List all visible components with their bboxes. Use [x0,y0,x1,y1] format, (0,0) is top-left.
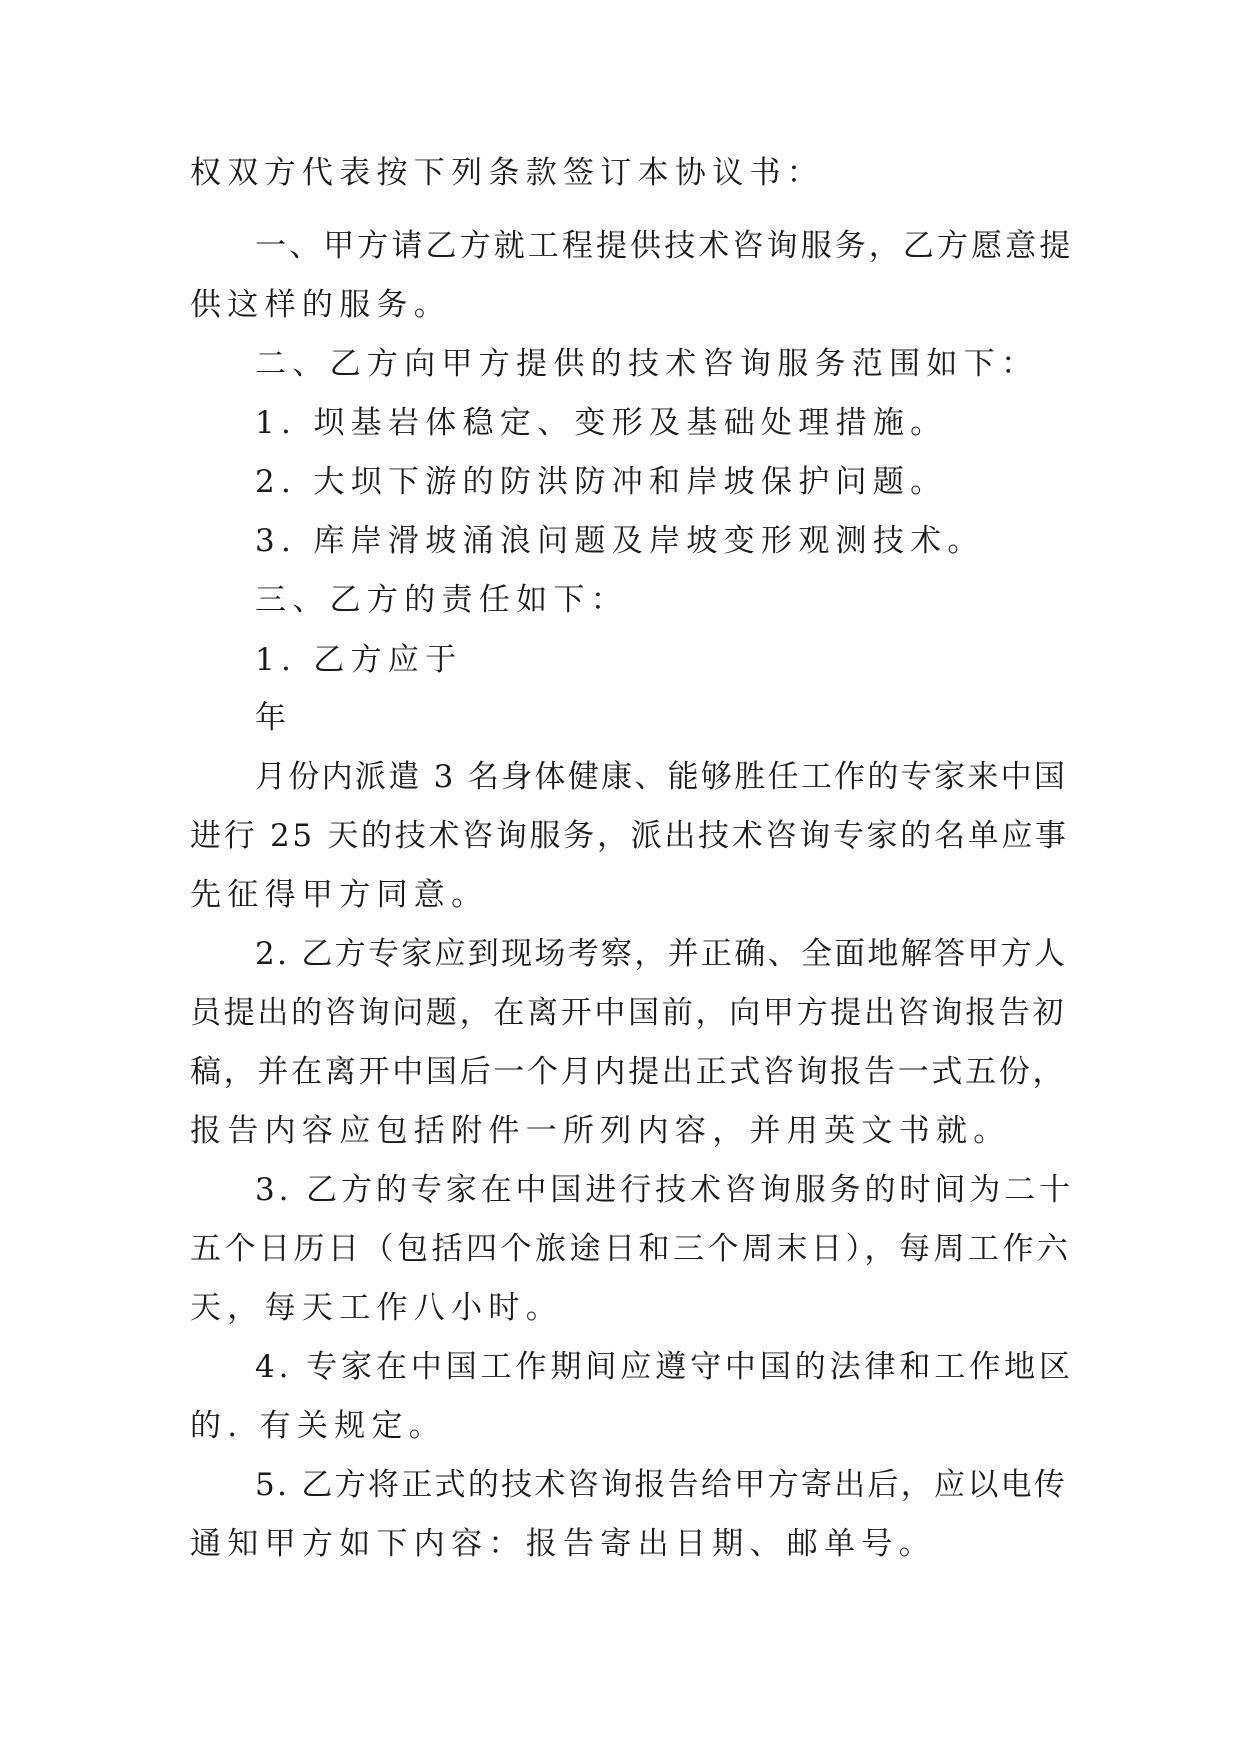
text-line: 3. 库岸滑坡涌浪问题及岸坡变形观测技术。 [255,523,985,559]
text-line: 进行 25 天的技术咨询服务，派出技术咨询专家的名单应事 [190,818,1069,854]
text-line: 1. 坝基岩体稳定、变形及基础处理措施。 [255,405,948,441]
text-line: 一、甲方请乙方就工程提供技术咨询服务，乙方愿意提 [255,228,1074,264]
text-line: 3. 乙方的专家在中国进行技术咨询服务的时间为二十 [255,1172,1074,1208]
text-line: 月份内派遣 3 名身体健康、能够胜任工作的专家来中国 [255,759,1068,795]
text-line: 员提出的咨询问题，在离开中国前，向甲方提出咨询报告初 [190,995,1067,1031]
text-line: 通知甲方如下内容：报告寄出日期、邮单号。 [190,1526,936,1562]
text-line: 4. 专家在中国工作期间应遵守中国的法律和工作地区 [255,1349,1074,1385]
text-line: 5. 乙方将正式的技术咨询报告给甲方寄出后，应以电传 [255,1467,1068,1503]
text-line: 权双方代表按下列条款签订本协议书： [190,155,825,191]
text-line: 天，每天工作八小时。 [190,1290,563,1326]
text-line: 五个日历日（包括四个旅途日和三个周末日），每周工作六 [190,1231,1072,1267]
text-line: 三、乙方的责任如下： [255,582,628,618]
text-line: 供这样的服务。 [190,287,452,323]
text-line: 稿，并在离开中国后一个月内提出正式咨询报告一式五份， [190,1054,1067,1090]
text-line: 2. 乙方专家应到现场考察，并正确、全面地解答甲方人 [255,936,1068,972]
text-line: 先征得甲方同意。 [190,877,489,913]
text-line: 1. 乙方应于 [255,642,463,678]
text-line: 2. 大坝下游的防洪防冲和岸坡保护问题。 [255,464,948,500]
text-line: 的. 有关规定。 [190,1408,447,1444]
text-line: 报告内容应包括附件一所列内容，并用英文书就。 [190,1113,1011,1149]
text-line: 年 [255,700,293,736]
text-line: 二、乙方向甲方提供的技术咨询服务范围如下： [255,346,1039,382]
